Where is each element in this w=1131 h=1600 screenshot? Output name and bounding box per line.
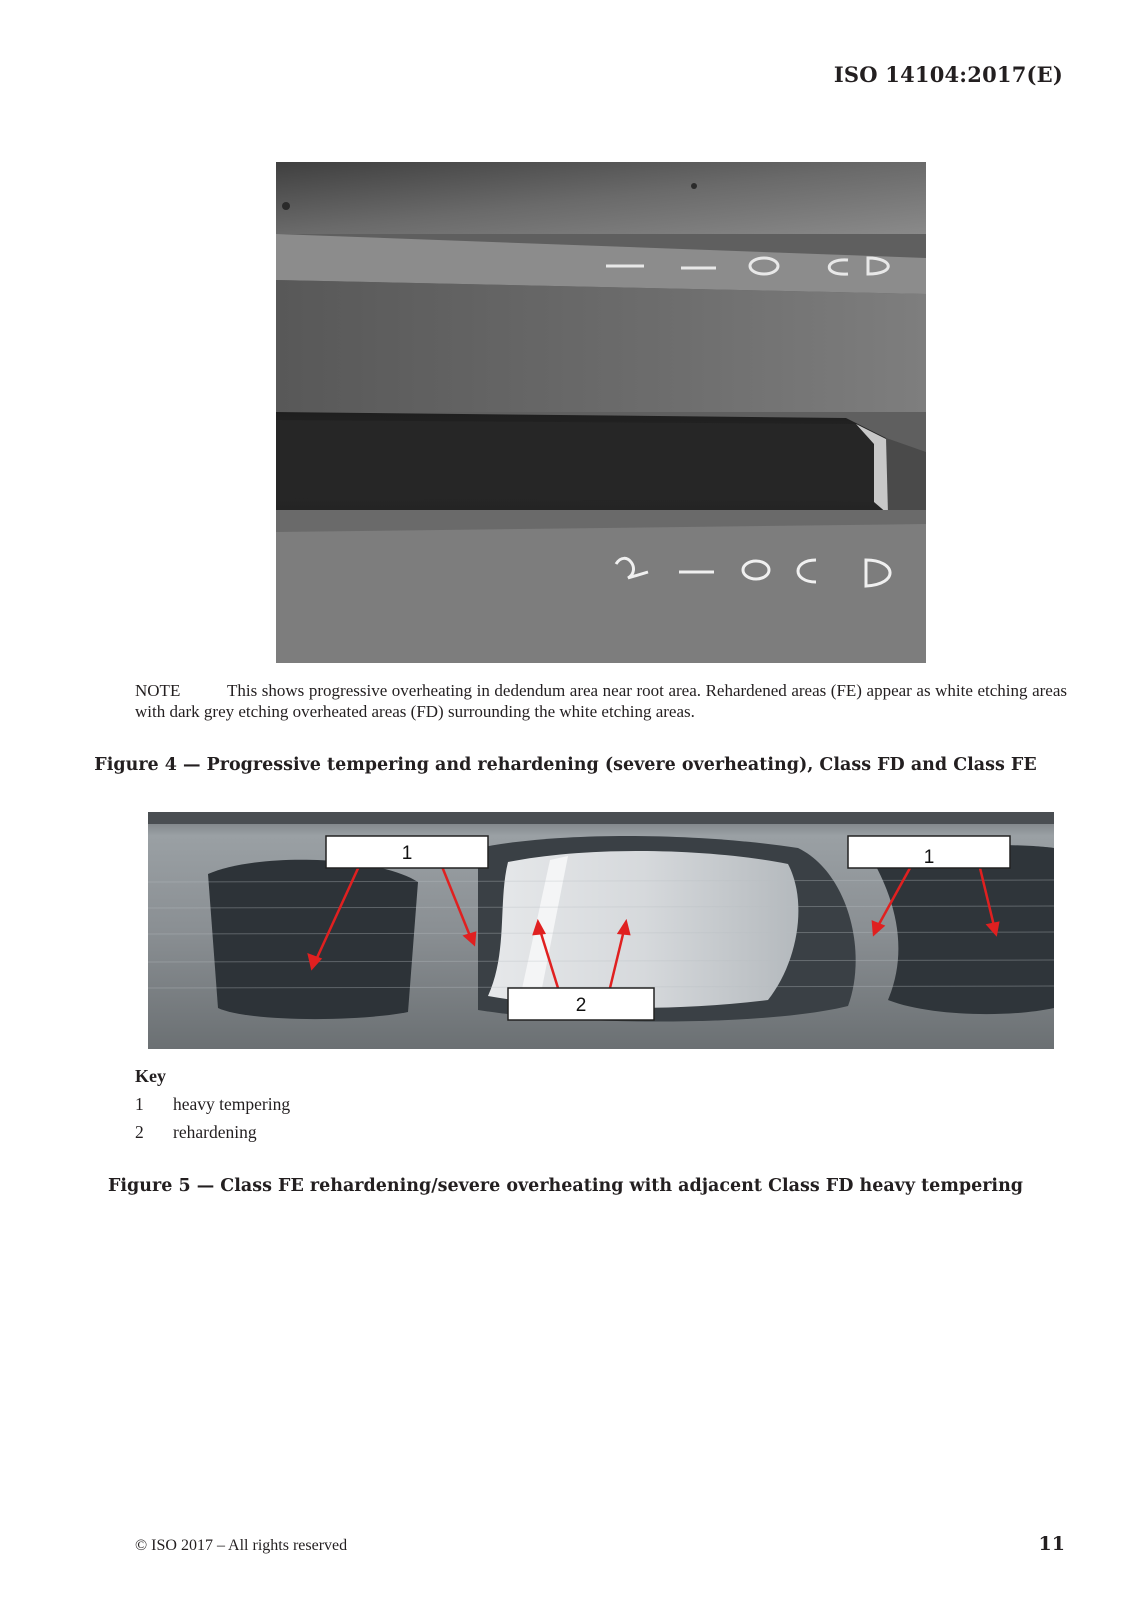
note-label: NOTE — [135, 681, 181, 700]
page-number: 11 — [1038, 1533, 1065, 1555]
key-item-label: heavy tempering — [173, 1094, 291, 1114]
key-item — [135, 1094, 290, 1115]
standard-id: ISO 14104:2017(E) — [833, 62, 1063, 87]
figure4-note — [135, 680, 1067, 722]
figure5-caption: Figure 5 — Class FE rehardening/severe overheating with adjacent Class FD heavy tempering — [107, 1176, 1024, 1196]
callout-1-right-label: 1 — [923, 847, 935, 868]
figure4-caption: Figure 4 — Progressive tempering and rehardening (severe overheating), Class FD and Class FE — [94, 755, 1037, 775]
callout-1-left — [326, 836, 488, 868]
callout-2 — [508, 988, 654, 1020]
figure5-photo — [148, 812, 1054, 1049]
key-item-number: 1 — [135, 1094, 144, 1114]
callout-2-label: 2 — [575, 995, 587, 1016]
callout-1-left-label: 1 — [401, 843, 413, 864]
key-item-number: 2 — [135, 1122, 144, 1142]
key-item — [135, 1122, 257, 1143]
note-text: This shows progressive overheating in dedendum area near root area. Rehardened areas (FE) appear as white etching areas with dark grey etching overheated areas (FD) surrounding the white etching areas. — [135, 681, 1067, 721]
copyright-notice: © ISO 2017 – All rights reserved — [135, 1537, 348, 1554]
figure4-photo — [276, 162, 926, 663]
key-item-label: rehardening — [173, 1122, 257, 1142]
callout-1-right — [848, 836, 1010, 868]
key-title: Key — [135, 1066, 166, 1086]
